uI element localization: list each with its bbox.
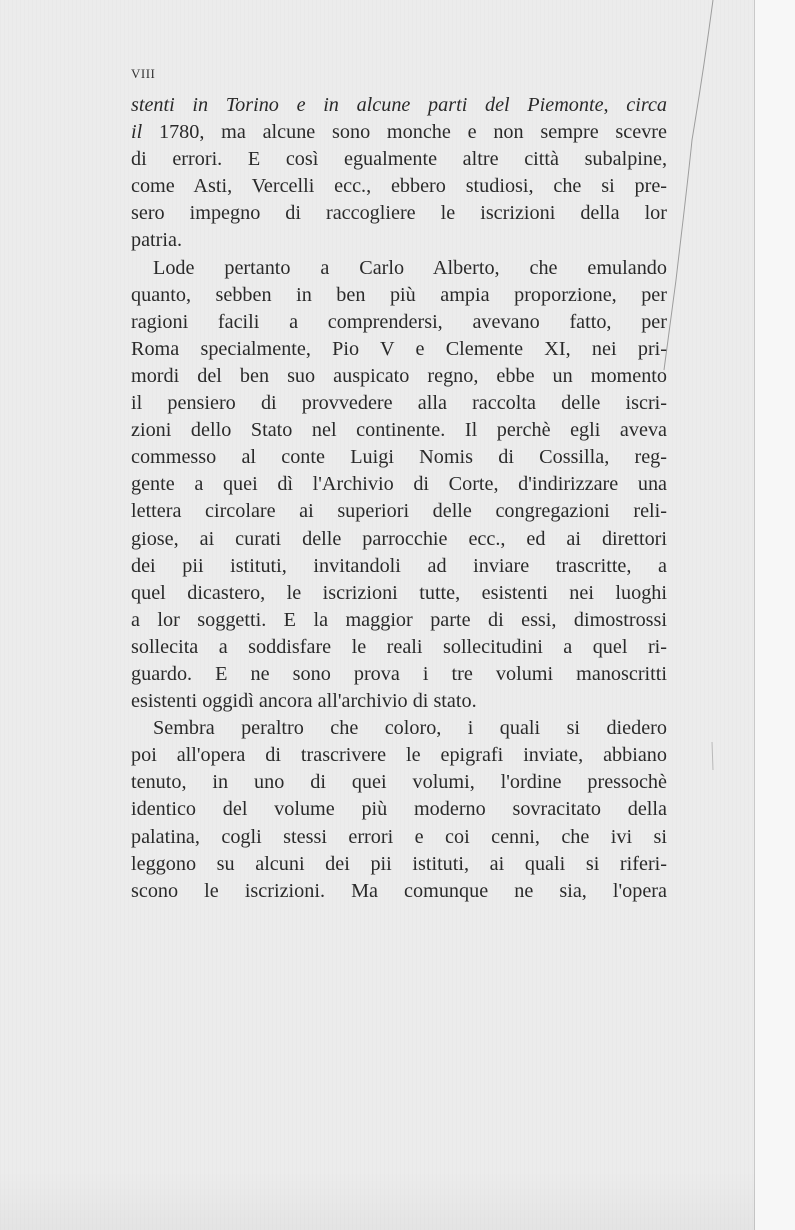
text-line [131,851,667,878]
text-line [131,634,667,661]
scan-margin [755,0,795,1230]
text-line [131,227,667,254]
text-line [131,173,667,200]
text-line [131,796,667,823]
text-run: Lode pertanto a Carlo Alberto, che emulando [153,256,667,279]
text-line [131,309,667,336]
text-run: tenuto, in uno di quei volumi, l'ordine pressochè [131,771,667,794]
text-run: esistenti oggidì ancora all'archivio di stato. [131,690,477,713]
text-line [131,526,667,553]
text-line [131,336,667,363]
text-line [131,363,667,390]
text-run: leggono su alcuni dei pii istituti, ai quali si riferi- [131,852,667,875]
text-line [131,607,667,634]
text-run: dei pii istituti, invitandoli ad inviare trascritte, a [131,554,667,577]
text-run: giose, ai curati delle parrocchie ecc., ed ai direttori [131,527,667,550]
text-run: sollecita a soddisfare le reali sollecitudini a quel ri- [131,635,667,658]
text-line [131,255,667,282]
text-run: 1780, ma alcune sono monche e non sempre scevre [142,121,667,144]
text-run: come Asti, Vercelli ecc., ebbero studiosi, che si pre- [131,175,667,198]
text-line [131,498,667,525]
text-line [131,92,667,119]
text-line [131,824,667,851]
paragraph [131,255,667,716]
text-line [131,200,667,227]
text-line [131,444,667,471]
paragraph [131,92,667,255]
text-run: quanto, sebben in ben più ampia proporzione, per [131,283,667,306]
italic-text: circa [626,94,667,116]
text-run: ragioni facili a comprendersi, avevano fatto, per [131,310,667,333]
text-line [131,769,667,796]
text-run: patria. [131,229,183,252]
text-run: il pensiero di provvedere alla raccolta delle iscri- [131,392,667,415]
text-run: di errori. E così egualmente altre città subalpine, [131,148,667,171]
page-number: VIII [131,66,156,81]
text-run: palatina, cogli stessi errori e coi cenni, che ivi si [131,825,667,848]
text-run: guardo. E ne sono prova i tre volumi manoscritti [131,662,667,685]
text-line [131,580,667,607]
text-run: a lor soggetti. E la maggior parte di essi, dimostrossi [131,608,667,631]
text-run: , [603,94,627,116]
text-line [131,417,667,444]
paragraph [131,715,667,905]
text-run: scono le iscrizioni. Ma comunque ne sia, l'opera [131,879,667,902]
text-run: sero impegno di raccogliere le iscrizioni della lor [131,202,667,225]
text-run: gente a quei dì l'Archivio di Corte, d'indirizzare una [131,473,667,496]
text-run: identico del volume più moderno sovracitato della [131,798,667,821]
text-line [131,715,667,742]
text-line [131,390,667,417]
text-run: mordi del ben suo auspicato regno, ebbe un momento [131,364,667,387]
text-run: poi all'opera di trascrivere le epigrafi inviate, abbiano [131,744,667,767]
italic-text: il [131,121,143,144]
text-line [131,146,667,173]
italic-text: stenti in Torino e in alcune parti del Piemonte [131,94,604,116]
text-line [131,471,667,498]
text-line [131,282,667,309]
text-run: Roma specialmente, Pio V e Clemente XI, nei pri- [131,337,667,360]
text-run: Sembra peraltro che coloro, i quali si diedero [153,717,667,740]
text-run: zioni dello Stato nel continente. Il perchè egli aveva [131,419,667,442]
paper-shadow [0,1170,755,1230]
text-line [131,878,667,905]
text-line [131,119,667,146]
body-text [131,92,667,905]
text-line [131,661,667,688]
text-run: lettera circolare ai superiori delle congregazioni reli- [131,500,667,523]
text-line [131,742,667,769]
text-run: quel dicastero, le iscrizioni tutte, esistenti nei luoghi [131,581,667,604]
text-line [131,553,667,580]
text-line [131,688,667,715]
text-run: commesso al conte Luigi Nomis di Cossilla, reg- [131,446,667,469]
